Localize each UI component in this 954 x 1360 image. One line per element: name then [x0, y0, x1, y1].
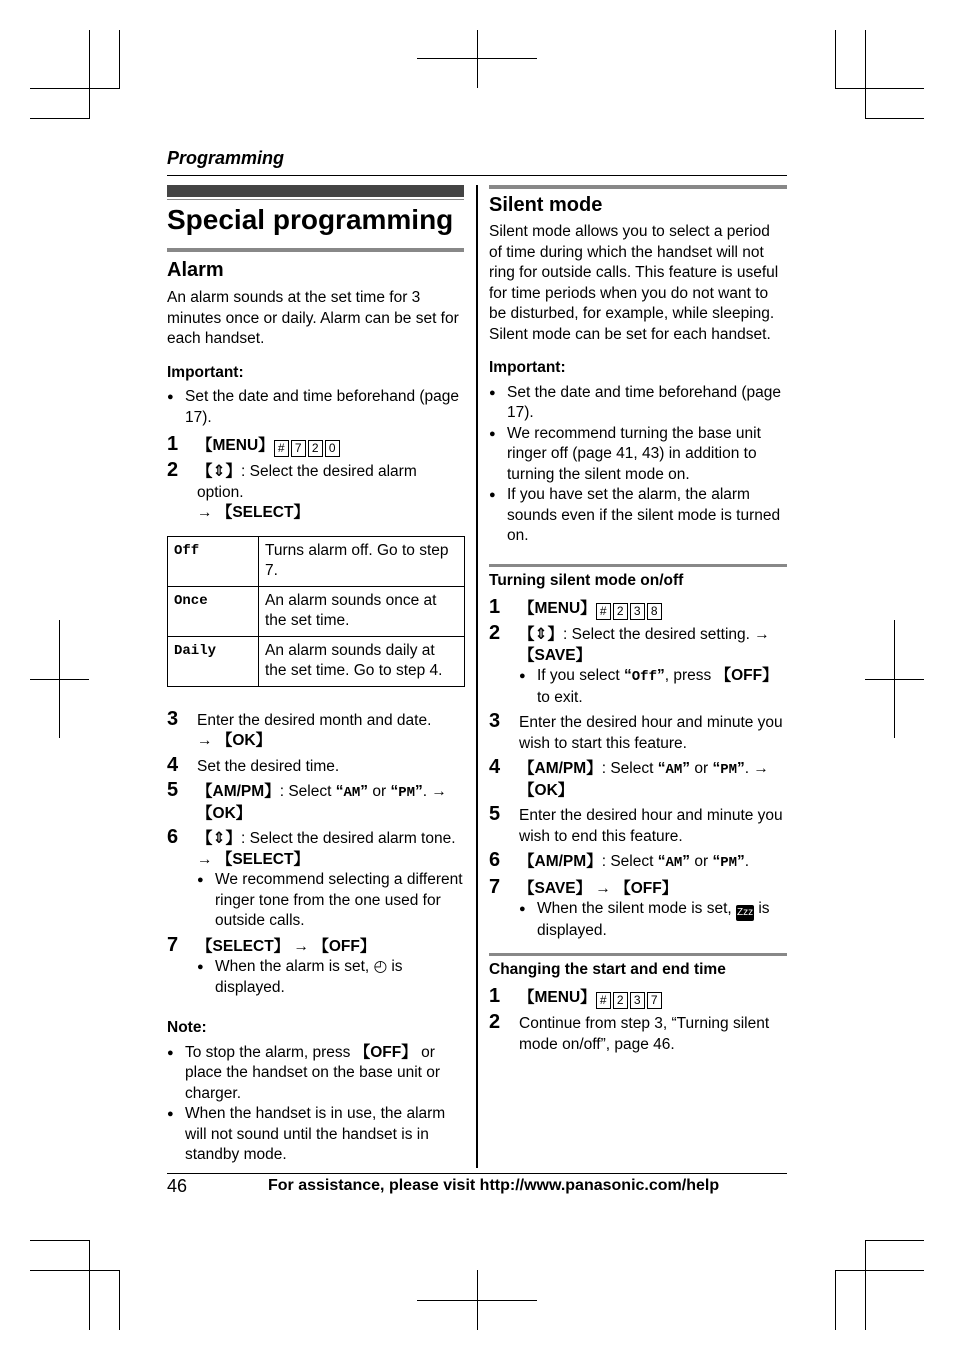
pm-option: PM — [720, 855, 738, 871]
select-key: 【SELECT】 — [197, 937, 290, 955]
important-item: ● If you have set the alarm, the alarm sounds even if the silent mode is turned on. — [489, 485, 787, 547]
step-bullet: ● We recommend selecting a different ringer tone from the one used for outside calls. — [197, 870, 465, 932]
step-text: : Select — [279, 783, 332, 800]
key-2: 2 — [613, 603, 628, 620]
ampm-key: 【AM/PM】 — [197, 783, 280, 800]
crop-mark — [477, 30, 478, 88]
step-number: 4 — [167, 753, 179, 776]
or-text: or — [694, 853, 709, 870]
crop-mark — [865, 118, 924, 119]
page-title: Special programming — [167, 204, 454, 235]
assistance-text: For assistance, please visit http://www.panasonic.com/help — [268, 1177, 720, 1194]
option-name: Daily — [168, 636, 259, 686]
key-3: 3 — [630, 603, 645, 620]
right-column — [489, 193, 787, 1055]
step-number: 2 — [489, 622, 501, 644]
alarm-intro: An alarm sounds at the set time for 3 minutes once or daily. Alarm can be set for each handset. — [167, 289, 459, 347]
arrow-icon: → — [754, 626, 770, 643]
left-column — [167, 204, 465, 1166]
step-text: : Select the desired setting. — [563, 626, 750, 643]
step-number: 6 — [167, 826, 179, 848]
turning-heading: Turning silent mode on/off — [489, 571, 684, 589]
ampm-key: 【AM/PM】 — [519, 760, 602, 777]
save-key: 【SAVE】 — [519, 879, 592, 897]
crop-mark — [30, 88, 120, 89]
title-bar-line — [167, 199, 464, 200]
change-step-1 — [489, 985, 787, 1009]
step-bullet: ● If you select “Off”, press 【OFF】 to exit. — [519, 666, 787, 708]
silent-step-1 — [489, 596, 787, 620]
crop-mark — [835, 1270, 924, 1271]
note-label: Note: — [167, 1019, 207, 1036]
ok-key: 【OK】 — [197, 804, 252, 822]
step-number: 1 — [489, 985, 501, 1007]
silent-step-2 — [489, 622, 787, 708]
step-text: : Select the desired alarm option. — [197, 463, 417, 501]
note-item: ● When the handset is in use, the alarm will not sound until the handset is in standby mode. — [167, 1104, 465, 1166]
key-hash: # — [596, 992, 611, 1009]
alarm-step-1 — [167, 433, 465, 457]
menu-key: 【MENU】 — [519, 600, 596, 617]
silent-intro: Silent mode allows you to select a period of time during which the handset will not ring for outside calls. This feature is useful for time periods when you do not want to be disturbed, for example, while sleeping. Silent mode can be set for each handset. — [489, 223, 779, 343]
important-label: Important: — [167, 363, 244, 381]
crop-mark — [119, 1270, 120, 1330]
crop-mark — [835, 1270, 836, 1330]
key-8: 8 — [647, 603, 662, 620]
key-3: 3 — [630, 992, 645, 1009]
select-key: 【SELECT】 — [216, 504, 309, 521]
pm-option: PM — [720, 762, 738, 778]
arrow-icon: → — [431, 783, 447, 800]
am-option: AM — [665, 762, 683, 778]
arrow-icon: → — [197, 504, 213, 521]
crop-mark — [865, 1240, 924, 1241]
step-number: 3 — [167, 707, 179, 730]
section-rule — [489, 564, 787, 567]
alarm-step-5: 5 【AM/PM】: Select “AM” or “PM”. → 【OK】 — [167, 779, 447, 822]
alarm-step-6 — [167, 826, 465, 932]
off-key: 【OFF】 — [354, 1043, 417, 1061]
arrow-icon: → — [197, 850, 213, 868]
arrow-icon: → — [197, 732, 213, 749]
step-number: 2 — [489, 1011, 501, 1033]
am-option: AM — [343, 785, 361, 801]
off-option: Off — [631, 669, 657, 685]
alarm-step-3 — [167, 707, 465, 752]
ok-key: 【OK】 — [216, 732, 272, 749]
arrow-icon: → — [293, 937, 309, 955]
menu-key: 【MENU】 — [197, 437, 274, 454]
crop-mark — [835, 30, 836, 88]
step-bullet: ● When the silent mode is set, Zzz is displayed. — [519, 899, 787, 942]
step-number: 6 — [489, 849, 501, 871]
crop-mark — [835, 88, 924, 89]
option-desc: Turns alarm off. Go to step 7. — [259, 536, 465, 586]
section-top-rule — [489, 185, 787, 189]
step-number: 7 — [167, 933, 179, 956]
title-bar — [167, 185, 464, 197]
crop-mark — [30, 118, 90, 119]
crop-mark — [865, 1240, 866, 1330]
page-number: 46 — [167, 1176, 188, 1196]
section-header: Programming — [167, 148, 285, 168]
step-bullet: ● When the alarm is set, ◴ is displayed. — [197, 957, 465, 998]
table-row — [168, 586, 465, 636]
am-option: AM — [665, 855, 683, 871]
silent-step-3 — [489, 710, 787, 754]
step-text: : Select the desired alarm tone. — [241, 830, 456, 847]
step-number: 1 — [489, 596, 501, 618]
off-key: 【OFF】 — [715, 667, 778, 684]
table-row — [168, 536, 465, 586]
silent-step-4: 4 【AM/PM】: Select “AM” or “PM”. → 【OK】 — [489, 756, 769, 799]
step-text: Enter the desired hour and minute you wish to end this feature. — [519, 807, 783, 845]
off-key: 【OFF】 — [615, 879, 678, 897]
table-row — [168, 636, 465, 686]
key-0: 0 — [325, 440, 340, 457]
alarm-step-2 — [167, 459, 465, 524]
important-item: ● Set the date and time beforehand (page 17). — [489, 383, 787, 424]
crop-mark — [865, 679, 924, 680]
crop-mark — [417, 58, 537, 59]
header-rule — [167, 175, 787, 176]
key-2: 2 — [308, 440, 323, 457]
crop-mark — [417, 1300, 537, 1301]
or-text: or — [694, 760, 709, 777]
option-name: Off — [168, 536, 259, 586]
ok-key: 【OK】 — [519, 781, 574, 799]
step-text: : Select — [601, 853, 654, 870]
key-7: 7 — [291, 440, 306, 457]
crop-mark — [865, 30, 866, 118]
important-label: Important: — [489, 359, 566, 376]
step-number: 7 — [489, 875, 501, 898]
step-number: 5 — [167, 779, 179, 801]
step-number: 4 — [489, 756, 501, 778]
option-desc: An alarm sounds daily at the set time. Go to step 4. — [259, 636, 465, 686]
step-number: 2 — [167, 459, 179, 481]
step-number: 1 — [167, 433, 179, 455]
menu-key: 【MENU】 — [519, 989, 596, 1006]
step-text: Continue from step 3, “Turning silent mode on/off”, page 46. — [519, 1015, 770, 1053]
crop-mark — [30, 1270, 120, 1271]
pm-option: PM — [398, 785, 416, 801]
crop-mark — [30, 1240, 90, 1241]
step-text: : Select — [601, 760, 654, 777]
footer-rule — [167, 1173, 787, 1174]
alarm-heading: Alarm — [167, 259, 224, 281]
crop-mark — [119, 30, 120, 88]
column-separator — [476, 185, 478, 1168]
updown-key-icon: 【⇕】 — [197, 830, 241, 847]
step-number: 5 — [489, 803, 501, 825]
off-key: 【OFF】 — [313, 937, 376, 955]
updown-key-icon: 【⇕】 — [197, 463, 241, 480]
key-7: 7 — [647, 992, 662, 1009]
step-text: Enter the desired hour and minute you wish to start this feature. — [519, 714, 783, 752]
step-text: Set the desired time. — [197, 757, 340, 775]
crop-mark — [30, 679, 89, 680]
arrow-icon: → — [753, 760, 769, 777]
section-rule — [489, 953, 787, 956]
important-item: ● We recommend turning the base unit ringer off (page 41, 43) in addition to turning the silent mode on. — [489, 424, 787, 486]
ampm-key: 【AM/PM】 — [519, 853, 602, 870]
key-hash: # — [596, 603, 611, 620]
key-2: 2 — [613, 992, 628, 1009]
changing-heading: Changing the start and end time — [489, 960, 726, 978]
step-number: 3 — [489, 710, 501, 732]
note-item: ● To stop the alarm, press 【OFF】 or place the handset on the base unit or charger. — [167, 1043, 465, 1105]
silent-step-7 — [489, 875, 787, 942]
alarm-options-table — [167, 536, 465, 687]
option-desc: An alarm sounds once at the set time. — [259, 586, 465, 636]
select-key: 【SELECT】 — [216, 850, 309, 868]
title-underline — [167, 248, 464, 252]
silent-step-6: 6 【AM/PM】: Select “AM” or “PM”. — [489, 849, 750, 871]
key-hash: # — [274, 440, 289, 457]
silent-step-5 — [489, 803, 787, 847]
step-text: Enter the desired month and date. — [197, 711, 432, 729]
arrow-icon: → — [595, 879, 611, 897]
alarm-step-4 — [167, 753, 465, 778]
change-step-2 — [489, 1011, 787, 1055]
crop-mark — [89, 1240, 90, 1330]
option-name: Once — [168, 586, 259, 636]
updown-key-icon: 【⇕】 — [519, 626, 563, 643]
silent-mode-icon: Zzz — [736, 905, 754, 921]
alarm-step-7 — [167, 933, 465, 999]
silent-mode-heading: Silent mode — [489, 194, 603, 216]
important-item: ● Set the date and time beforehand (page 17). — [167, 387, 465, 428]
or-text: or — [372, 783, 387, 800]
crop-mark — [89, 30, 90, 118]
alarm-clock-icon: ◴ — [373, 958, 388, 975]
save-key: 【SAVE】 — [519, 646, 592, 664]
